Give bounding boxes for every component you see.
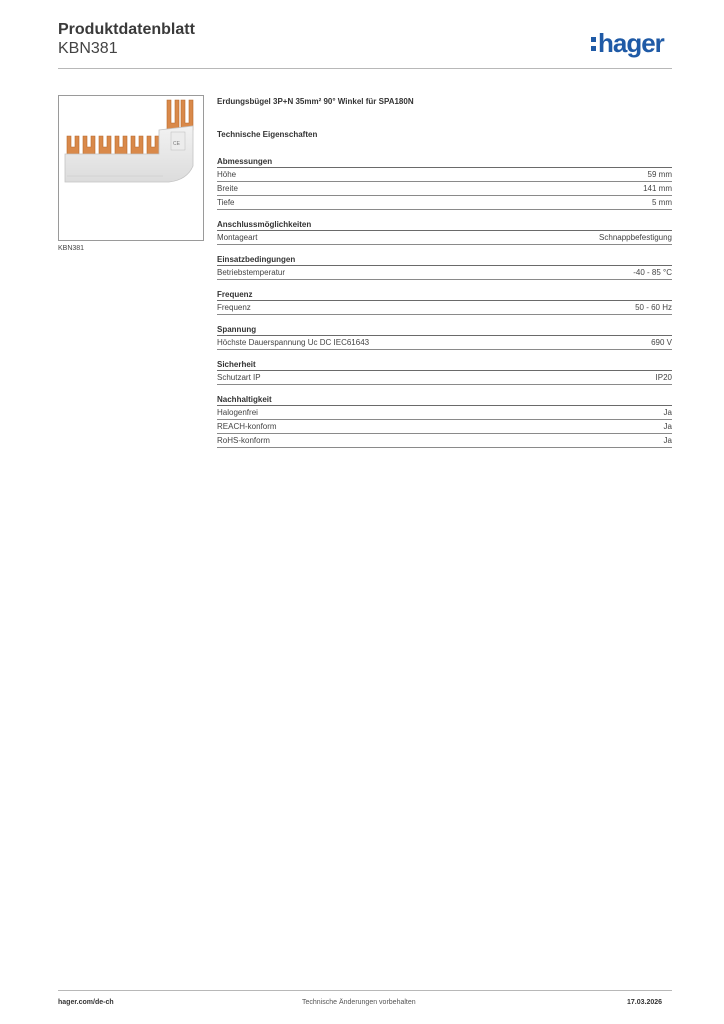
spec-label: Betriebstemperatur <box>217 268 286 277</box>
spec-label: RoHS-konform <box>217 436 270 445</box>
spec-value: -40 - 85 °C <box>633 268 672 277</box>
tech-properties-heading: Technische Eigenschaften <box>217 130 318 139</box>
spec-label: Höchste Dauerspannung Uc DC IEC61643 <box>217 338 370 347</box>
section-title: Einsatzbedingungen <box>217 254 672 266</box>
hager-logo <box>591 28 664 59</box>
spec-value: 50 - 60 Hz <box>635 303 672 312</box>
earthing-bar-illustration <box>59 96 203 240</box>
footer-notice: Technische Änderungen vorbehalten <box>302 999 416 1006</box>
spec-label: REACH-konform <box>217 422 277 431</box>
spec-row <box>217 182 672 196</box>
copper-fork-icon <box>181 100 193 130</box>
spec-row <box>217 434 672 448</box>
footer-date: 17.03.2026 <box>627 999 663 1006</box>
logo-colon-icon <box>591 37 596 51</box>
copper-fork-icon <box>167 100 179 130</box>
product-name: Erdungsbügel 3P+N 35mm² 90° Winkel für SPA180N <box>217 97 414 106</box>
footer-divider <box>58 990 672 991</box>
product-image <box>58 95 204 241</box>
spec-value: IP20 <box>655 373 672 382</box>
spec-label: Höhe <box>217 170 237 179</box>
spec-label: Tiefe <box>217 198 235 207</box>
spec-label: Frequenz <box>217 303 251 312</box>
header-divider <box>58 68 672 69</box>
copper-fork-icon <box>131 136 143 154</box>
footer-website-link[interactable]: hager.com/de-ch <box>58 999 114 1006</box>
section-title: Abmessungen <box>217 156 672 168</box>
spec-row <box>217 231 672 245</box>
copper-fork-icon <box>99 136 111 154</box>
spec-label: Schutzart IP <box>217 373 261 382</box>
article-number: KBN381 <box>58 40 118 57</box>
section-title: Sicherheit <box>217 359 672 371</box>
svg-text:CE: CE <box>173 141 180 147</box>
spec-label: Halogenfrei <box>217 408 258 417</box>
spec-value: 59 mm <box>647 170 672 179</box>
spec-label: Breite <box>217 184 238 193</box>
spec-value: 5 mm <box>652 198 672 207</box>
copper-fork-icon <box>115 136 127 154</box>
spec-row <box>217 266 672 280</box>
section-title: Nachhaltigkeit <box>217 394 672 406</box>
spec-value: Ja <box>663 422 672 431</box>
spec-row <box>217 168 672 182</box>
spec-row <box>217 406 672 420</box>
spec-row <box>217 336 672 350</box>
copper-fork-icon <box>147 136 159 154</box>
spec-sections <box>217 156 672 448</box>
section-title: Spannung <box>217 324 672 336</box>
image-caption: KBN381 <box>58 245 85 252</box>
spec-row <box>217 301 672 315</box>
section-title: Frequenz <box>217 289 672 301</box>
spec-value: Schnappbefestigung <box>599 233 672 242</box>
logo-text: hager <box>598 28 664 58</box>
spec-row <box>217 371 672 385</box>
spec-row <box>217 196 672 210</box>
document-title: Produktdatenblatt <box>58 21 195 38</box>
spec-row <box>217 420 672 434</box>
spec-value: Ja <box>663 408 672 417</box>
section-title: Anschlussmöglichkeiten <box>217 219 672 231</box>
spec-value: 141 mm <box>643 184 672 193</box>
spec-label: Montageart <box>217 233 258 242</box>
spec-value: Ja <box>663 436 672 445</box>
copper-fork-icon <box>83 136 95 154</box>
copper-fork-icon <box>67 136 79 154</box>
spec-value: 690 V <box>651 338 672 347</box>
